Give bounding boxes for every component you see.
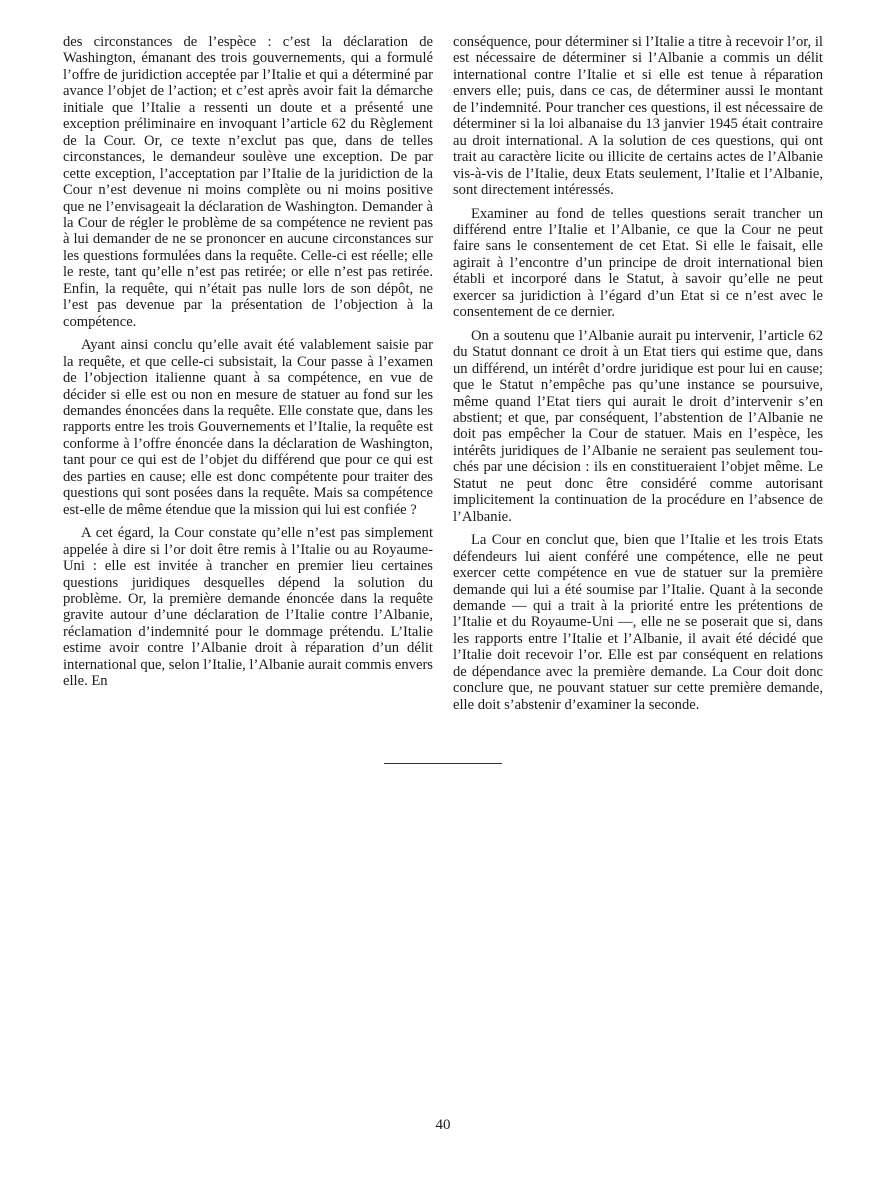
paragraph: des circonstances de l’espèce : c’est la déclaration de Washington, émanant des trois gouvernements, qui a formulé l’offre de juridiction acceptée par l’Italie et qui a déterminé par avance l’objet de l’action; et c’est après avoir fait la démarche initiale que l’Italie a ressenti un doute et a présenté une exception préliminaire en invoquant l’article 62 du Règlement de la Cour. Or, ce texte n’exclut pas que, dans de telles circonstances, le demandeur soulève une exception. De par cette exception, l’acceptation par l’Italie de la juridiction de la Cour n’est devenue ni moins complète ou ni moins positive que ne l’envisageait la déclaration de Washington. Demander à la Cour de régler le problème de sa compétence ne revient pas à lui demander de ne se prononcer en aucune circonstances sur les questions formulées dans la requête. Celle-ci est réelle; elle le reste, tant qu’elle n’est pas retirée; or elle n’est pas retirée. Enfin, la requête, qui n’était pas nulle lors de son dépôt, ne l’est pas devenue par la présentation de l’objection à la compétence.: [63, 34, 433, 330]
paragraph: Examiner au fond de telles questions serait trancher un différend entre l’Italie et l’Albanie, ce que la Cour ne peut faire sans le consentement de cet Etat. Si elle le faisait, elle agirait à l’encontre d’un principe de droit international bien établi et incorporé dans le Statut, à savoir qu’elle ne peut exercer sa juridiction à l’égard d’un Etat si ce n’est avec le consentement de ce dernier.: [453, 205, 823, 321]
section-divider: [384, 763, 502, 764]
left-column: [63, 34, 433, 697]
paragraph: conséquence, pour déterminer si l’Italie a titre à recevoir l’or, il est nécessaire de déterminer si l’Albanie a commis un délit international contre l’Italie et si elle est tenue à réparation envers elle; puis, dans ce cas, de déterminer aussi le montant de l’indemnité. Pour trancher ces questions, il est nécessaire de déterminer si la loi albanaise du 13 janvier 1945 était contraire au droit international. A la solution de ces questions, qui ont trait au caractère licite ou illicite de certains actes de l’Albanie vis-à-vis de l’Italie, deux Etats seulement, l’Italie et l’Albanie, sont directement intéressés.: [453, 34, 823, 199]
right-column: [453, 34, 823, 720]
paragraph: Ayant ainsi conclu qu’elle avait été valablement saisie par la requête, et que celle-ci subsistait, la Cour passe à l’examen de l’objection italienne quant à sa compétence, en vue de décider si elle est ou non en mesure de statuer au fond sur les demandes énoncées dans la requête. Elle constate que, dans les rapports entre les trois Gouvernements et l’Italie, la requête est conforme à l’offre énoncée dans la déclaration de Washington, tant pour ce qui est de l’objet du différend que pour ce qui est des parties en cause; elle est donc compétente pour traiter des questions qui sont posées dans la requête. Mais sa compétence est-elle de même étendue que la mission qui lui est confiée ?: [63, 337, 433, 518]
paragraph: La Cour en conclut que, bien que l’Italie et les trois Etats défendeurs lui aient conféré une compétence, elle ne peut exercer cette compétence en vue de statuer sur la première demande qui lui a été soumise par l’Italie. Quant à la seconde demande — qui a trait à la priorité entre les prétentions de l’Italie et du Royaume-Uni —, elle ne se poserait que si, dans les rapports entre l’Italie et l’Albanie, il avait été décidé que l’Italie doit recevoir l’or. Elle est par conséquent en relations de dépendance avec la première demande. La Cour doit donc conclure que, ne pouvant statuer sur cette première demande, elle doit s’abstenir d’examiner la seconde.: [453, 532, 823, 713]
page-number: 40: [435, 1117, 451, 1133]
paragraph: On a soutenu que l’Albanie aurait pu intervenir, l’article 62 du Statut donnant ce droit à un Etat tiers qui estime que, dans un différend, un intérêt d’ordre juridique est pour lui en cause; que le Statut n’empêche pas qu’une instance se poursuive, même quand l’Etat tiers qui aurait le droit d’intervenir s’en abstient; et que, par conséquent, l’abstention de l’Albanie ne doit pas empêcher la Cour de statuer. Mais en l’espèce, les intérêts juridiques de l’Albanie ne seraient pas seulement touchés par une décision : ils en constitueraient l’objet même. Le Statut ne peut donc être considéré comme autorisant implicitement la continuation de la procédure en l’absence de l’Albanie.: [453, 327, 823, 525]
paragraph: A cet égard, la Cour constate qu’elle n’est pas simplement appelée à dire si l’or doit être remis à l’Italie ou au Royaume-Uni : elle est invitée à trancher en premier lieu certaines questions juridiques desquelles dépend la solution du problème. Or, la première demande énoncée dans la requête gravite autour d’une déclaration de l’Italie contre l’Albanie, réclamation d’indemnité pour le dommage prétendu. L’Italie estime avoir contre l’Albanie droit à réparation d’un délit international que, selon l’Italie, l’Albanie aurait commis envers elle. En: [63, 525, 433, 690]
